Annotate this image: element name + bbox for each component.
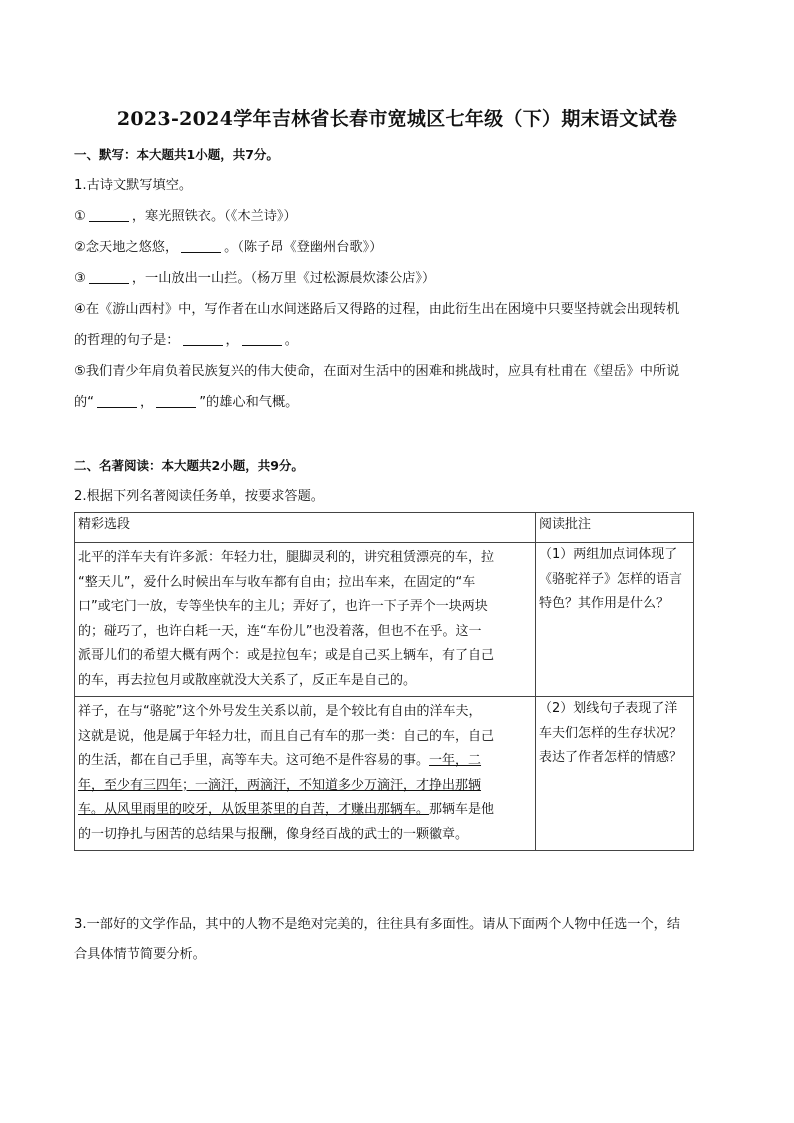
item-text: 的“: [74, 395, 95, 410]
item-text: ”的雄心和气概。: [199, 395, 299, 410]
note-cell: （2）划线句子表现了洋车夫们怎样的生存状况？表达了作者怎样的情感？: [536, 697, 694, 851]
excerpt-line: [78, 749, 532, 774]
excerpt-line: 的；碰巧了，也许白耗一天，连“车份儿”也没着落，但也不在乎。这一: [78, 623, 482, 639]
answer-blank[interactable]: [97, 395, 137, 408]
item-text: 。（陈子昂《登幽州台歌》）: [224, 240, 383, 255]
q1-item-2: [74, 239, 382, 257]
excerpt-line: 的一切挣扎与困苦的总结果与报酬，像身经百战的武士的一颗徽章。: [78, 826, 469, 842]
table-header-row: [75, 513, 694, 543]
q1-item-3: [74, 270, 435, 288]
q1-item-4-line2: [74, 332, 298, 350]
section1-header: 一、默写：本大题共1小题，共7分。: [74, 147, 279, 162]
item-text: 的哲理的句子是：: [74, 333, 180, 348]
item-text: 。: [284, 333, 298, 348]
answer-blank[interactable]: [89, 271, 129, 284]
excerpt-line: 北平的洋车夫有许多派：年轻力壮，腿脚灵利的，讲究租赁漂亮的车，拉: [78, 550, 495, 565]
q1-prompt: 1.古诗文默写填空。: [74, 178, 193, 193]
q3-prompt-line2: 合具体情节简要分析。: [74, 947, 206, 962]
excerpt-text: 的生活，都在自己手里，高等车夫。这可绝不是件容易的事。: [78, 753, 430, 768]
q1-item-4-line1: ④在《游山西村》中，写作者在山水间迷路后又得路的过程，由此衍生出在困境中只要坚持就会出现转机: [74, 302, 680, 317]
excerpt-line: 祥子，在与“骆驼”这个外号发生关系以前，是个较比有自由的洋车夫，: [78, 704, 482, 719]
answer-blank[interactable]: [183, 333, 223, 346]
underlined-sentence: 年，至少有三四年；一滴汗，两滴汗，不知道多少万滴汗，才挣出那辆: [78, 777, 482, 793]
answer-blank[interactable]: [242, 333, 282, 346]
answer-blank[interactable]: [89, 209, 129, 222]
q1-item-5-line2: [74, 394, 298, 412]
column-header-excerpt: 精彩选段: [75, 513, 536, 543]
underlined-sentence: 车。从风里雨里的咬牙，从饭里茶里的自苦，才赚出那辆车。: [78, 802, 430, 817]
excerpt-line: 口”或宅门一放，专等坐快车的主儿；弄好了，也许一下子弄个一块两块: [78, 599, 488, 614]
excerpt-line: 这就是说，他是属于年轻力壮，而且自己有车的那一类：自己的车，自己: [78, 728, 495, 744]
item-text: ③: [74, 271, 86, 286]
excerpt-line: 的车，再去拉包月或散座就没大关系了，反正车是自己的。: [78, 672, 417, 688]
column-header-notes: 阅读批注: [536, 513, 694, 543]
item-text: ②念天地之悠悠，: [74, 240, 179, 255]
excerpt-line: [78, 774, 532, 799]
item-text: ①: [74, 209, 86, 224]
reading-task-table: [74, 512, 694, 851]
excerpt-text: 那辆车是他: [429, 802, 495, 817]
q2-prompt: 2.根据下列名著阅读任务单，按要求答题。: [74, 489, 324, 504]
underlined-sentence: 一年，二: [429, 753, 482, 768]
table-row: [75, 543, 694, 697]
table-row: [75, 697, 694, 851]
q1-item-5-line1: ⑤我们青少年肩负着民族复兴的伟大使命，在面对生活中的困难和挑战时，应具有杜甫在《望岳》中所说: [74, 364, 680, 379]
item-text: ，寒光照铁衣。（《木兰诗》）: [131, 209, 297, 224]
excerpt-cell: [75, 543, 536, 697]
item-text: ，一山放出一山拦。（杨万里《过松源晨炊漆公店》）: [131, 271, 436, 286]
q1-item-1: [74, 208, 297, 226]
answer-blank[interactable]: [156, 395, 196, 408]
q3-prompt-line1: 3.一部好的文学作品，其中的人物不是绝对完美的，往往具有多面性。请从下面两个人物中任选一个，结: [74, 917, 681, 932]
excerpt-line: “整天儿”，爱什么时候出车与收车都有自由；拉出车来，在固定的“车: [78, 574, 476, 590]
excerpt-line: 派哥儿们的希望大概有两个：或是拉包车；或是自己买上辆车，有了自己: [78, 648, 495, 663]
section2-header: 二、名著阅读：本大题共2小题，共9分。: [74, 458, 304, 473]
item-text: ，: [225, 333, 239, 348]
note-cell: （1）两组加点词体现了《骆驼祥子》怎样的语言特色？其作用是什么？: [536, 543, 694, 697]
excerpt-cell: [75, 697, 536, 851]
item-text: ，: [140, 395, 154, 410]
excerpt-line: [78, 798, 532, 823]
answer-blank[interactable]: [181, 240, 221, 253]
exam-title: 2023-2024学年吉林省长春市宽城区七年级（下）期末语文试卷: [116, 108, 678, 130]
